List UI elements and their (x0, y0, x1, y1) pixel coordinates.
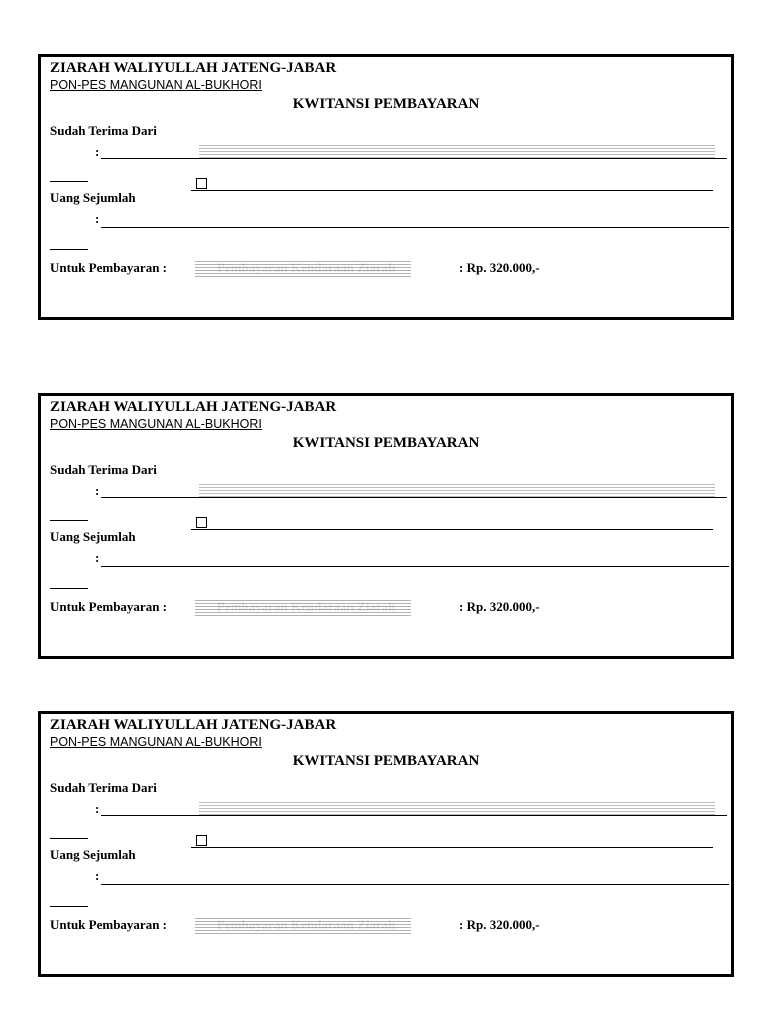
line-stub (50, 249, 88, 250)
purpose-label: Untuk Pembayaran : (50, 917, 168, 932)
amount-value: : Rp. 320.000,- (459, 917, 540, 932)
received-from-colon: : (95, 483, 100, 498)
purpose-hatch (195, 918, 411, 936)
received-from-colon: : (95, 801, 100, 816)
received-from-label: Sudah Terima Dari (50, 123, 157, 138)
amount-colon: : (95, 868, 100, 883)
received-from-label: Sudah Terima Dari (50, 780, 157, 795)
receipt-2 (38, 393, 734, 659)
purpose-label: Untuk Pembayaran : (50, 599, 168, 614)
org-subtitle: PON-PES MANGUNAN AL-BUKHORI (50, 78, 262, 92)
received-from-hatch (199, 484, 715, 498)
purpose-hatch (195, 261, 411, 279)
receipt-title: KWITANSI PEMBAYARAN (292, 96, 480, 112)
checkbox[interactable] (196, 835, 207, 846)
checkbox[interactable] (196, 178, 207, 189)
amount-line[interactable] (101, 884, 729, 885)
amount-line[interactable] (101, 566, 729, 567)
org-name: ZIARAH WALIYULLAH JATENG-JABAR (50, 399, 337, 415)
line-stub (50, 906, 88, 907)
amount-label: Uang Sejumlah (50, 529, 136, 544)
receipt-title: KWITANSI PEMBAYARAN (292, 753, 480, 769)
line-stub (50, 588, 88, 589)
received-from-colon: : (95, 144, 100, 159)
amount-top-line (191, 190, 713, 191)
purpose-label: Untuk Pembayaran : (50, 260, 168, 275)
amount-colon: : (95, 550, 100, 565)
receipt-3 (38, 711, 734, 977)
amount-line[interactable] (101, 227, 729, 228)
amount-label: Uang Sejumlah (50, 190, 136, 205)
org-name: ZIARAH WALIYULLAH JATENG-JABAR (50, 717, 337, 733)
receipt-title: KWITANSI PEMBAYARAN (292, 435, 480, 451)
line-stub (50, 838, 88, 839)
received-from-hatch (199, 802, 715, 816)
org-name: ZIARAH WALIYULLAH JATENG-JABAR (50, 60, 337, 76)
amount-top-line (191, 529, 713, 530)
org-subtitle: PON-PES MANGUNAN AL-BUKHORI (50, 735, 262, 749)
line-stub (50, 181, 88, 182)
receipt-1 (38, 54, 734, 320)
received-from-label: Sudah Terima Dari (50, 462, 157, 477)
received-from-hatch (199, 145, 715, 159)
org-subtitle: PON-PES MANGUNAN AL-BUKHORI (50, 417, 262, 431)
purpose-hatch (195, 600, 411, 618)
line-stub (50, 520, 88, 521)
checkbox[interactable] (196, 517, 207, 528)
amount-value: : Rp. 320.000,- (459, 599, 540, 614)
amount-label: Uang Sejumlah (50, 847, 136, 862)
amount-value: : Rp. 320.000,- (459, 260, 540, 275)
amount-top-line (191, 847, 713, 848)
amount-colon: : (95, 211, 100, 226)
